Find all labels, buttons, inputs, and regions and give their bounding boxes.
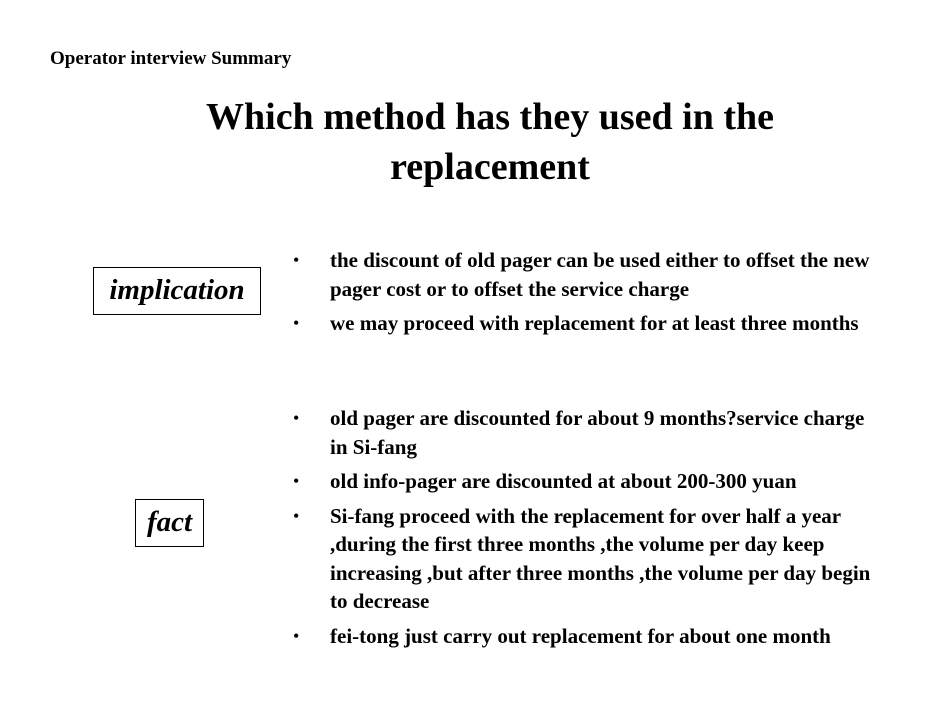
- list-item: [290, 467, 880, 496]
- bullet-icon: •: [293, 250, 300, 270]
- list-item-text: old info-pager are discounted at about 200-300 yuan: [330, 469, 797, 493]
- bullet-icon: •: [293, 471, 300, 491]
- list-item-text: old pager are discounted for about 9 months?service charge in Si-fang: [330, 406, 865, 459]
- list-item-text: fei-tong just carry out replacement for about one month: [330, 623, 831, 648]
- fact-tag: fact: [135, 499, 204, 547]
- list-item: [290, 246, 880, 303]
- list-item-text: Si-fang proceed with the replacement for over half a year ,during the first three months ,the volume per day keep increasing ,but after three months ,the volume per day begin to decrease: [330, 503, 871, 613]
- bullet-icon: •: [293, 313, 300, 333]
- bullet-icon: •: [293, 505, 300, 526]
- implication-list: [290, 246, 880, 344]
- list-item-text: we may proceed with replacement for at least three months: [330, 311, 859, 335]
- fact-list: [290, 404, 880, 656]
- list-item-text: the discount of old pager can be used either to offset the new pager cost or to offset the service charge: [330, 248, 870, 301]
- list-item: [290, 404, 880, 461]
- slide-title-line-2: replacement: [390, 146, 590, 188]
- bullet-icon: •: [293, 625, 300, 646]
- implication-tag: implication: [93, 267, 261, 315]
- list-item: [290, 622, 880, 651]
- bullet-icon: •: [293, 408, 300, 428]
- list-item: [290, 309, 880, 338]
- list-item: [290, 502, 880, 616]
- slide-title-line-1: Which method has they used in the: [206, 96, 774, 138]
- section-label: Operator interview Summary: [50, 48, 292, 69]
- slide-title: [0, 92, 950, 192]
